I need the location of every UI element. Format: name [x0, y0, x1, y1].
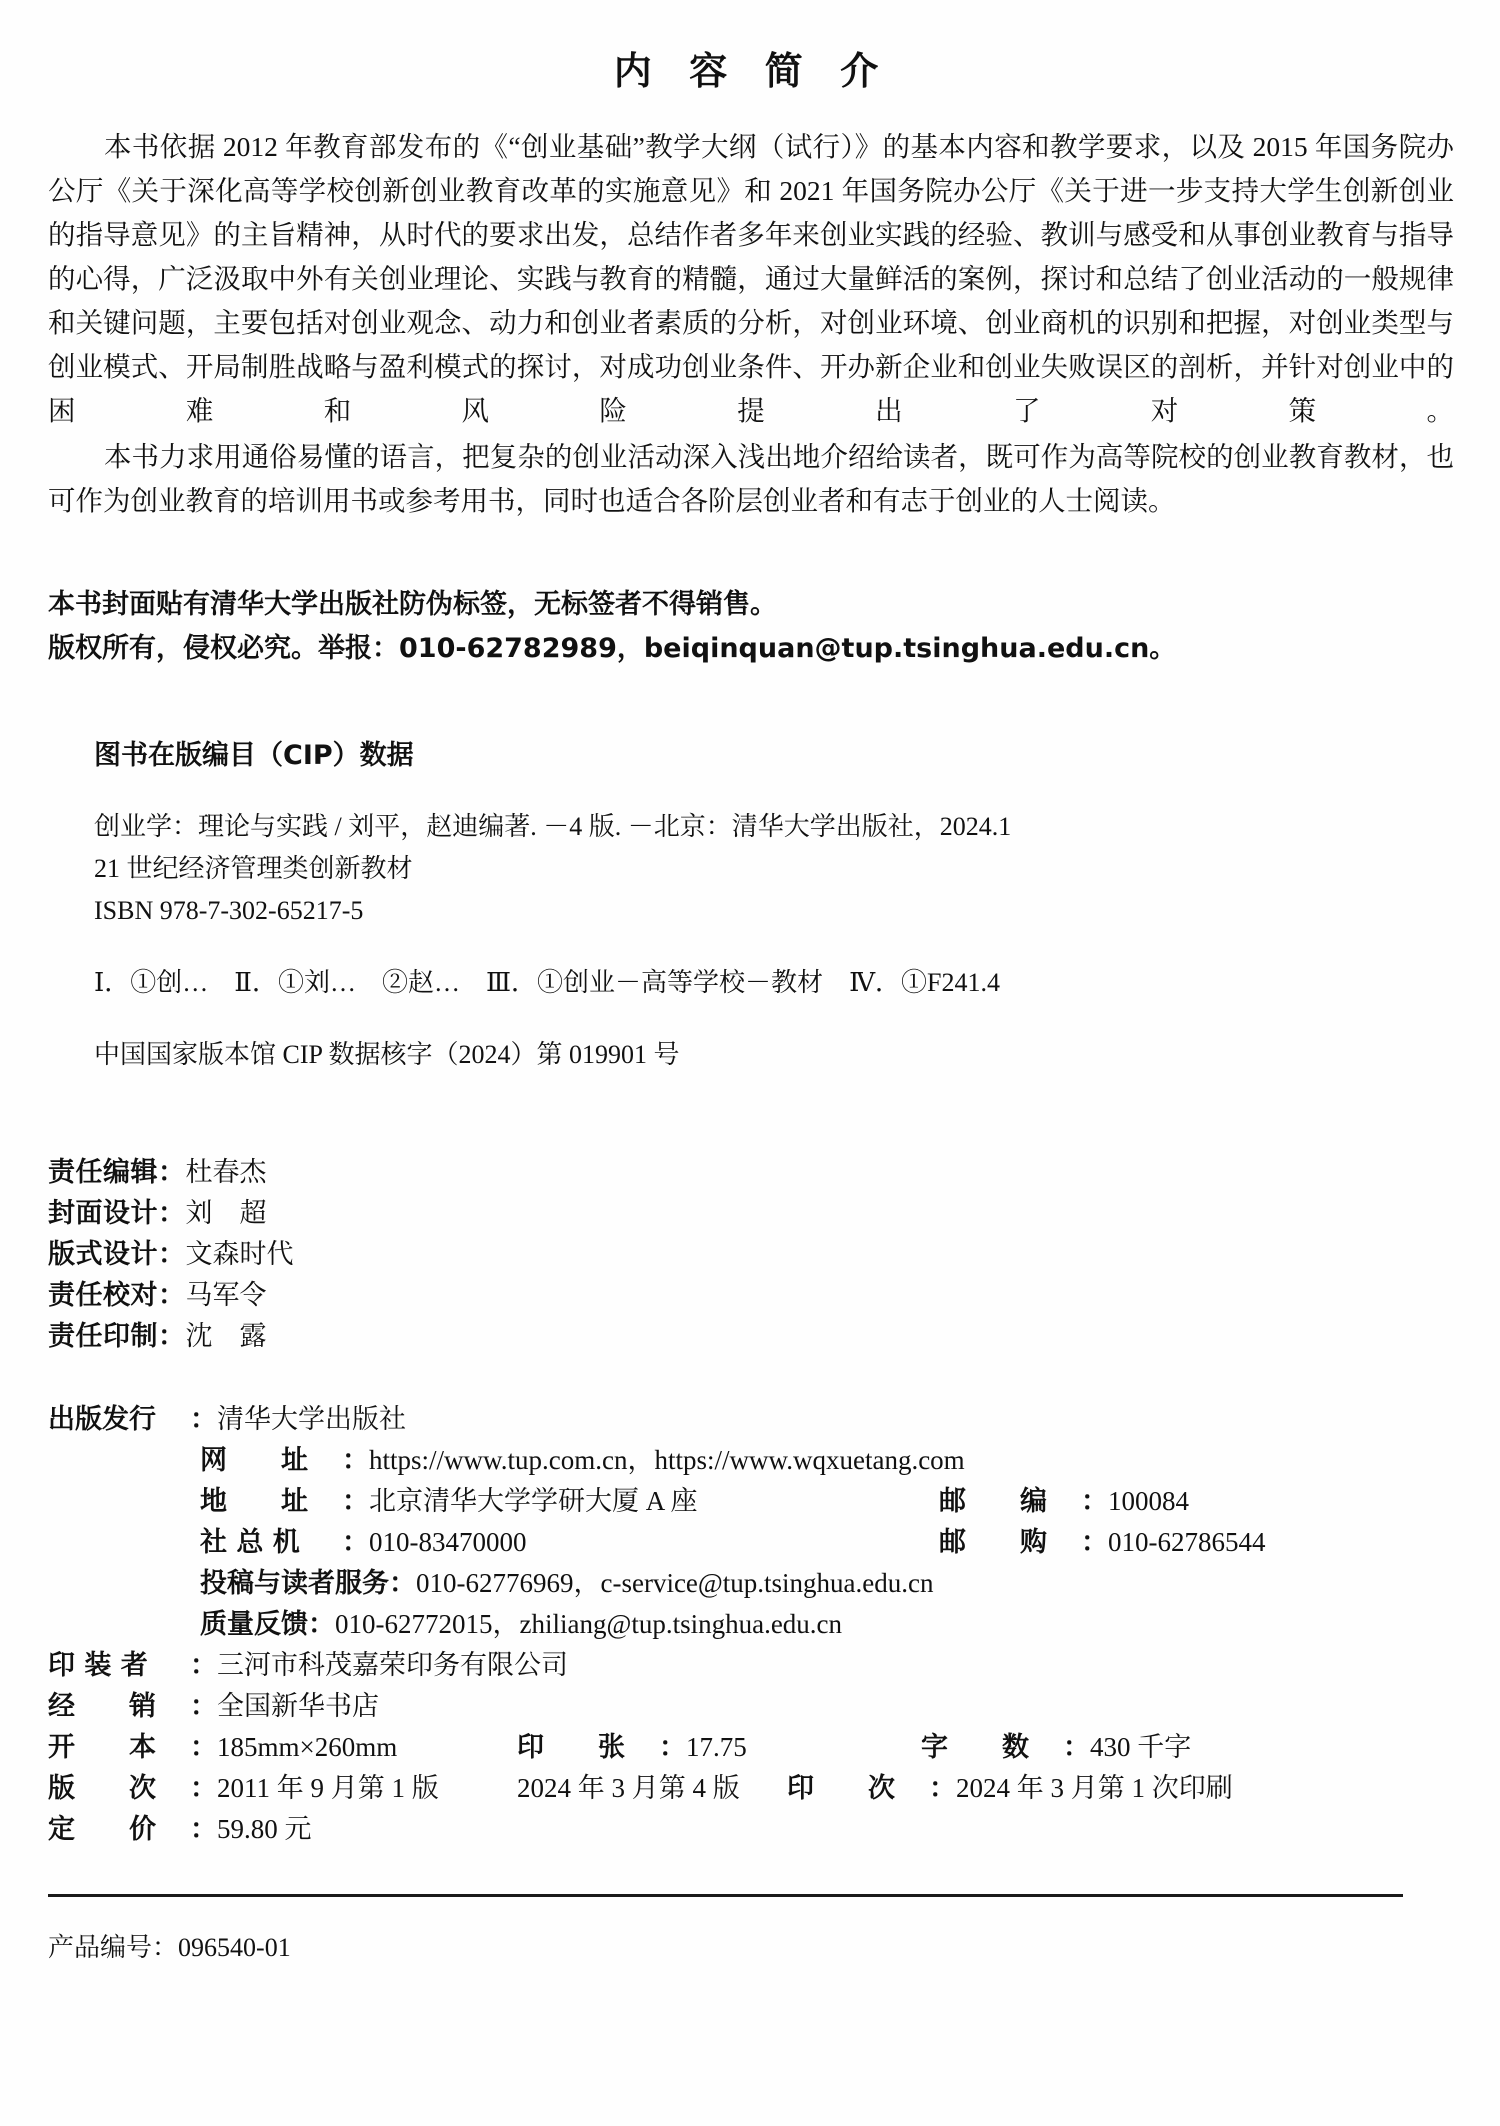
website-value[interactable]: https://www.tup.com.cn，https://www.wqxuetang.com: [369, 1445, 965, 1475]
abstract-paragraph-1: 本书依据 2012 年教育部发布的《“创业基础”教学大纲（试行）》的基本内容和教学要求，以及 2015 年国务院办公厅《关于深化高等学校创新创业教育改革的实施意见》和 2021 年国务院办公厅《关于进一步支持大学生创新创业的指导意见》的主旨精神，从时代的要求出发，总结作者多年来创业实践的经验、教训与感受和从事创业教育与指导的心得，广泛汲取中外有关创业理论、实践与教育的精髓，通过大量鲜活的案例，探讨和总结了创业活动的一般规律和关键问题，主要包括对创业观念、动力和创业者素质的分析，对创业环境、创业商机的识别和把握，对创业类型与创业模式、开局制胜战略与盈利模式的探讨，对成功创业条件、开办新企业和创业失败误区的剖析，并针对创业中的困难和风险提出了对策。: [48, 131, 1454, 426]
publisher-label: 出版发行: [48, 1404, 156, 1435]
switchboard-label: 社 总 机: [200, 1527, 300, 1558]
staff-value: 杜春杰: [185, 1157, 267, 1187]
colon: ：: [152, 1933, 179, 1962]
impression-value: 2024 年 3 月第 1 次印刷: [956, 1773, 1233, 1803]
colon: ：: [659, 1732, 686, 1763]
cip-isbn: ISBN 978-7-302-65217-5: [94, 896, 364, 925]
submission-label: 投稿与读者服务: [200, 1568, 389, 1599]
cip-classification: [94, 962, 1458, 1004]
colon: ：: [1063, 1732, 1090, 1763]
staff-colon: ：: [158, 1157, 186, 1188]
staff-row-editor: [48, 1152, 1458, 1193]
staff-colon: ：: [158, 1280, 186, 1311]
format-value: 185mm×260mm: [217, 1732, 398, 1762]
staff-label: 版式设计: [48, 1239, 158, 1270]
anti-counterfeit-notice: [48, 583, 1458, 671]
publisher-row: [48, 1399, 1458, 1440]
bottom-divider: [48, 1894, 1403, 1897]
edition-value: 2011 年 9 月第 1 版: [217, 1773, 439, 1803]
staff-row-layout-design: [48, 1234, 1458, 1275]
product-number-value: 096540-01: [178, 1933, 291, 1962]
staff-label: 封面设计: [48, 1198, 158, 1229]
address-value: 北京清华大学学研大厦 A 座: [369, 1486, 698, 1516]
staff-label: 责任校对: [48, 1280, 158, 1311]
colon: ：: [190, 1732, 217, 1763]
format-label: 开 本: [48, 1732, 156, 1763]
impression-label: 印 次: [787, 1773, 895, 1804]
distributor-label: 经 销: [48, 1691, 156, 1722]
colon: ：: [190, 1814, 217, 1845]
address-row: [200, 1481, 1458, 1522]
colon: ：: [342, 1527, 369, 1558]
staff-colon: ：: [158, 1198, 186, 1229]
colon: ：: [342, 1486, 369, 1517]
switchboard-value: 010-83470000: [369, 1527, 527, 1557]
website-label: 网 址: [200, 1445, 308, 1476]
abstract-paragraph-2: 本书力求用通俗易懂的语言，把复杂的创业活动深入浅出地介绍给读者，既可作为高等院校的创业教育教材，也可作为创业教育的培训用书或参考用书，同时也适合各阶层创业者和有志于创业的人士阅读。: [48, 441, 1454, 516]
switchboard-row: [200, 1522, 1458, 1563]
staff-list: [48, 1152, 1458, 1357]
submission-row: [200, 1563, 1458, 1604]
colon: ：: [389, 1568, 416, 1599]
publisher-value: 清华大学出版社: [217, 1404, 406, 1434]
classification-segment: Ⅱ．①刘…: [234, 968, 356, 997]
website-row: [200, 1440, 1458, 1481]
classification-segment: Ⅲ．①创业－高等学校－教材: [485, 968, 824, 997]
format-row: [48, 1727, 1458, 1768]
cip-block: [94, 772, 1458, 1076]
printer-row: [48, 1645, 1458, 1686]
sheets-value: 17.75: [686, 1732, 747, 1762]
quality-feedback-row: [200, 1604, 1458, 1645]
edition-label: 版 次: [48, 1773, 156, 1804]
address-label: 地 址: [200, 1486, 308, 1517]
cip-archive-number: 中国国家版本馆 CIP 数据核字（2024）第 019901 号: [94, 1040, 680, 1069]
colon: ：: [1081, 1486, 1108, 1517]
cip-heading: 图书在版编目（CIP）数据: [94, 740, 414, 771]
postcode-value: 100084: [1108, 1486, 1189, 1516]
distributor-value: 全国新华书店: [217, 1691, 379, 1721]
colon: ：: [190, 1691, 217, 1722]
price-row: [48, 1809, 1458, 1850]
classification-segment: Ⅰ．①创…: [94, 968, 209, 997]
notice-line-1: 本书封面贴有清华大学出版社防伪标签，无标签者不得销售。: [48, 589, 777, 620]
edition-row: [48, 1768, 1458, 1809]
mailorder-label: 邮 购: [939, 1527, 1047, 1558]
staff-value: 刘 超: [185, 1198, 267, 1228]
quality-label: 质量反馈: [200, 1609, 308, 1640]
colon: ：: [342, 1445, 369, 1476]
abstract-section: [48, 125, 1458, 523]
cip-entry-line-2: 21 世纪经济管理类创新教材: [94, 854, 413, 883]
staff-label: 责任编辑: [48, 1157, 158, 1188]
staff-value: 沈 露: [185, 1321, 267, 1351]
mailorder-value: 010-62786544: [1108, 1527, 1266, 1557]
page-title: 内 容 简 介: [613, 51, 893, 93]
publisher-block: [48, 1399, 1458, 1850]
words-value: 430 千字: [1090, 1732, 1192, 1762]
quality-value[interactable]: 010-62772015，zhiliang@tup.tsinghua.edu.cn: [335, 1609, 843, 1639]
staff-value: 马军令: [185, 1280, 267, 1310]
product-number-row: [48, 1927, 1458, 1964]
colon: ：: [1081, 1527, 1108, 1558]
printer-label: 印 装 者: [48, 1650, 148, 1681]
price-label: 定 价: [48, 1814, 156, 1845]
sheets-label: 印 张: [517, 1732, 625, 1763]
postcode-label: 邮 编: [939, 1486, 1047, 1517]
staff-colon: ：: [158, 1321, 186, 1352]
staff-colon: ：: [158, 1239, 186, 1270]
edition-value-2: 2024 年 3 月第 4 版: [517, 1773, 740, 1803]
staff-value: 文森时代: [185, 1239, 294, 1269]
words-label: 字 数: [921, 1732, 1029, 1763]
notice-line-2: 版权所有，侵权必究。举报：010-62782989，beiqinquan@tup.tsinghua.edu.cn。: [48, 633, 1177, 664]
price-value: 59.80 元: [217, 1814, 312, 1844]
colon: ：: [308, 1609, 335, 1640]
content-column: [48, 0, 1458, 1964]
cip-entry-line-1: 创业学：理论与实践 / 刘平，赵迪编著. －4 版. －北京：清华大学出版社，2024.1: [94, 812, 1012, 841]
classification-segment: ②赵…: [381, 968, 460, 997]
colon: ：: [190, 1404, 217, 1435]
classification-segment: Ⅳ．①F241.4: [849, 968, 1000, 997]
product-number-label: 产品编号: [48, 1933, 153, 1962]
distributor-row: [48, 1686, 1458, 1727]
printer-value: 三河市科茂嘉荣印务有限公司: [217, 1650, 568, 1680]
staff-row-cover-design: [48, 1193, 1458, 1234]
submission-value[interactable]: 010-62776969，c-service@tup.tsinghua.edu.cn: [416, 1568, 934, 1598]
colon: ：: [929, 1773, 956, 1804]
colon: ：: [190, 1650, 217, 1681]
colon: ：: [190, 1773, 217, 1804]
staff-label: 责任印制: [48, 1321, 158, 1352]
staff-row-printing-supervisor: [48, 1316, 1458, 1357]
staff-row-proofreader: [48, 1275, 1458, 1316]
